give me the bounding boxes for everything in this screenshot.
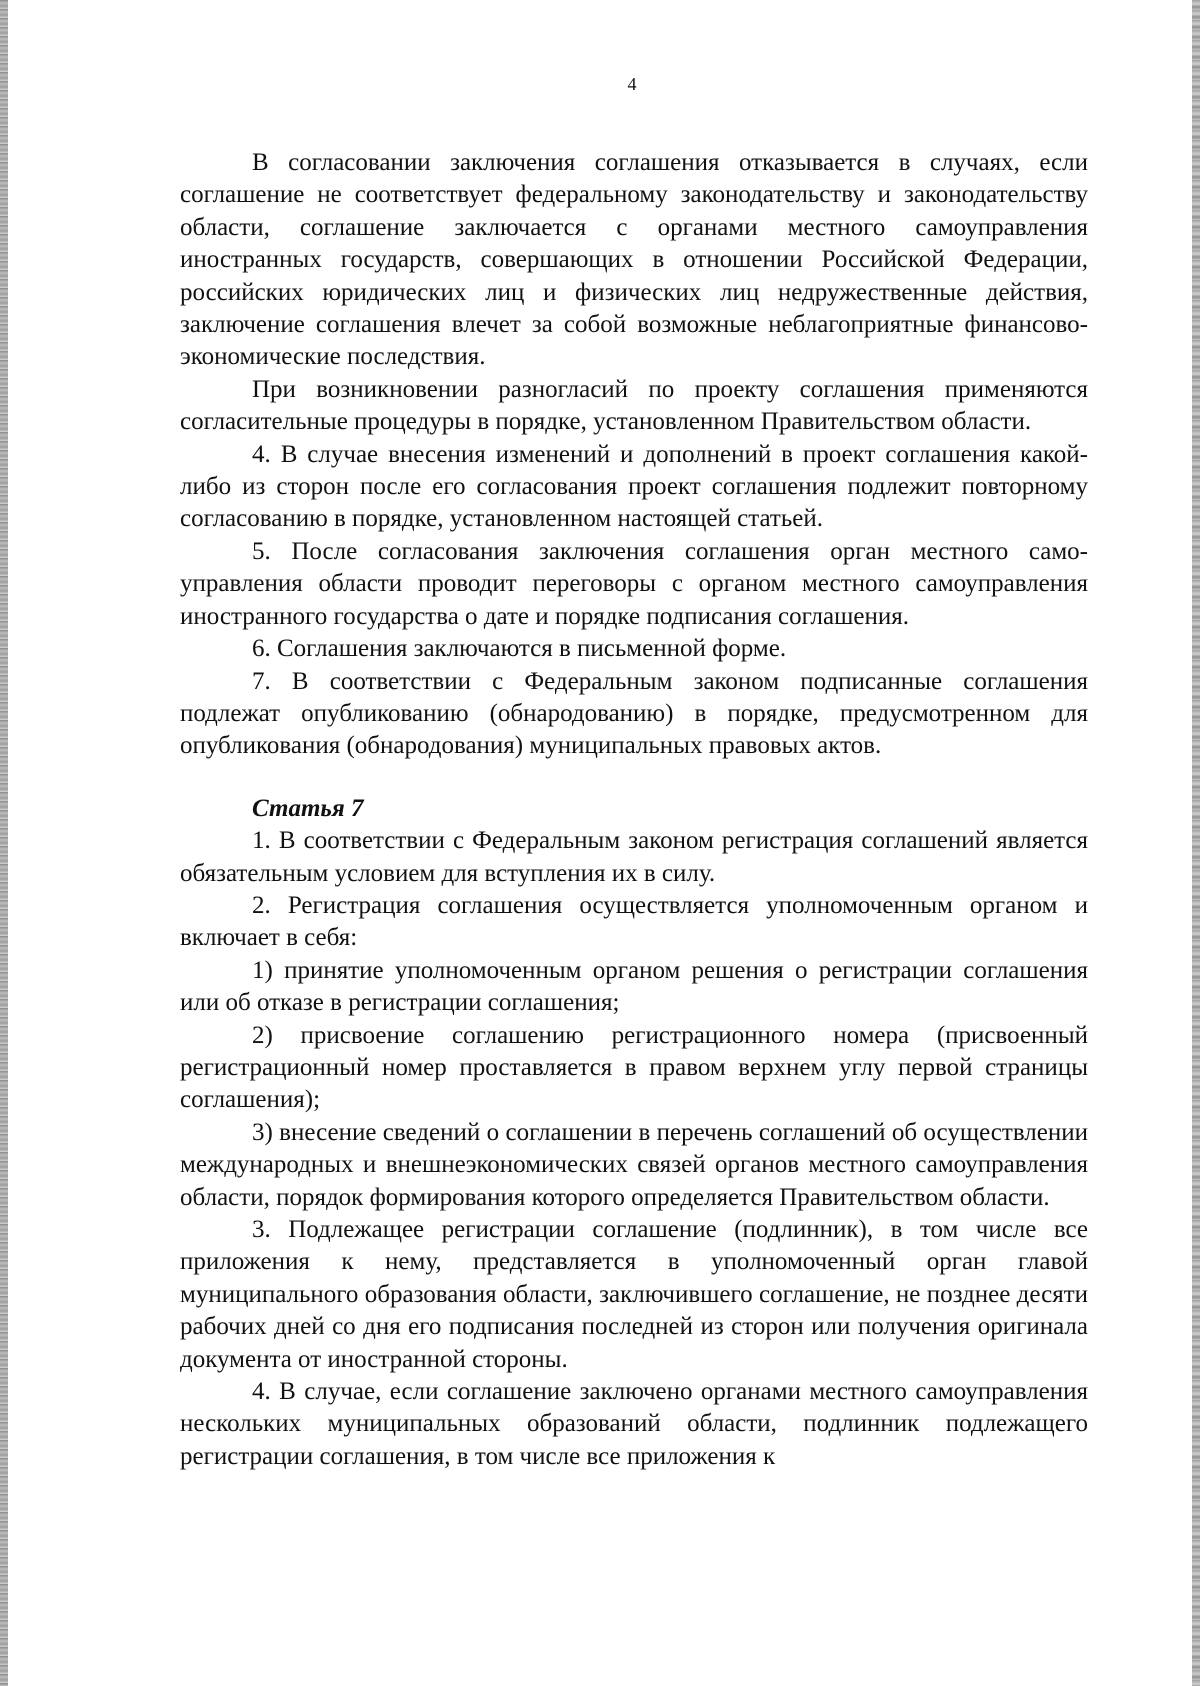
paragraph-item-6: 6. Соглашения заключаются в письменной форме. <box>252 635 787 663</box>
paragraph-disagreements: При возникновении разногласий по проекту соглашения применяются согласительные процедуры в порядке, установленном Правительством области. <box>180 375 1088 436</box>
article7-item-4: 4. В случае, если соглашение заключено органами местного самоуправления нескольких муниципальных образований области, подлинник подлежащего регистрации соглашения, в том числе все приложения к <box>180 1378 1088 1470</box>
article7-subitem-3: 3) внесение сведений о соглашении в перечень соглашений об осуществлении международных и внешнеэкономических связей органов местного самоуправления области, порядок формирования которого определяется Правительством области. <box>180 1118 1088 1211</box>
document-body <box>180 147 1088 1473</box>
scan-edge-left <box>0 0 8 1686</box>
article-heading: Статья 7 <box>252 794 364 822</box>
article7-item-2: 2. Регистрация соглашения осуществляется уполномоченным органом и включает в себя: <box>180 891 1088 952</box>
paragraph-item-5: 5. После согласования заключения соглашения орган местного самоуправления области проводит переговоры с органом местного самоуправления иностранного государства о дате и порядке подписания соглашения. <box>180 537 1088 630</box>
paragraph-item-7: 7. В соответствии с Федеральным законом подписанные соглашения подлежат опубликованию (обнародованию) в порядке, предусмотренном для опубликования (обнародования) муниципальных правовых актов. <box>180 667 1088 760</box>
article7-item-3: 3. Подлежащее регистрации соглашение (подлинник), в том числе все приложения к нему, представляется в уполномоченный орган главой муниципального образования области, заключившего соглашение, не позднее десяти рабочих дней со дня его подписания последней из сторон или получения оригинала документа от иностранной стороны. <box>180 1216 1088 1373</box>
article7-subitem-2: 2) присвоение соглашению регистрационного номера (присвоенный регистрационный номер проставляется в правом верхнем углу первой страницы соглашения); <box>180 1021 1088 1114</box>
page-number: 4 <box>627 74 637 94</box>
paragraph-refusal-grounds: В согласовании заключения соглашения отказывается в случаях, если соглашение не соответствует федеральному законодательству и законодательству области, соглашение заключается с органами местного самоуправления иностранных государств, совершающих в отношении Российской Федерации, российских юридических лиц и физических лиц недружественные действия, заключение соглашения влечет за собой возможные неблагоприятные финансово-экономические последствия. <box>180 149 1088 371</box>
scan-edge-right <box>1192 0 1200 1686</box>
paragraph-item-4: 4. В случае внесения изменений и дополнений в проект соглашения какой-либо из сторон после его согласования проект соглашения подлежит повторному согласованию в порядке, установленном настоящей статьей. <box>180 440 1088 533</box>
article7-item-1: 1. В соответствии с Федеральным законом регистрация соглашений является обязательным условием для вступления их в силу. <box>180 827 1088 887</box>
article7-subitem-1: 1) принятие уполномоченным органом решения о регистрации соглашения или об отказе в регистрации соглашения; <box>180 956 1088 1017</box>
